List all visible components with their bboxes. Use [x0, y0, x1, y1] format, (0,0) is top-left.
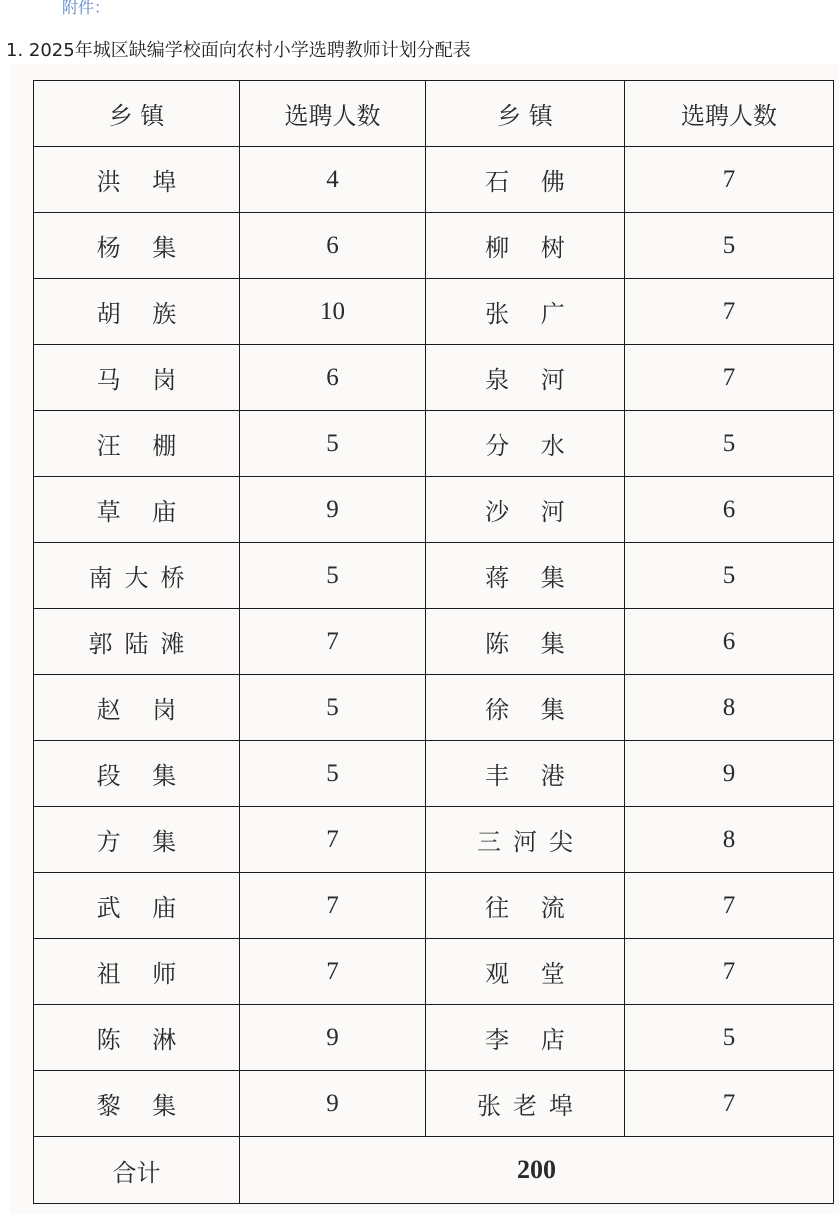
table-row [34, 147, 834, 213]
town-b-cell: 李 店 [426, 1005, 625, 1071]
count-b-cell: 7 [625, 873, 834, 939]
town-b-cell: 石 佛 [426, 147, 625, 213]
count-b-cell: 6 [625, 609, 834, 675]
count-b-cell: 7 [625, 279, 834, 345]
town-b-cell: 沙 河 [426, 477, 625, 543]
table-row [34, 1071, 834, 1137]
count-a-cell: 9 [240, 477, 426, 543]
allocation-table [33, 80, 834, 1204]
town-b-cell: 张 广 [426, 279, 625, 345]
table-row [34, 675, 834, 741]
town-a-cell: 洪 埠 [34, 147, 240, 213]
count-b-cell: 7 [625, 147, 834, 213]
town-b-cell: 蒋 集 [426, 543, 625, 609]
count-b-cell: 8 [625, 675, 834, 741]
count-b-cell: 5 [625, 543, 834, 609]
town-a-cell: 南大桥 [34, 543, 240, 609]
total-value: 200 [240, 1137, 834, 1204]
count-b-cell: 7 [625, 345, 834, 411]
header-town-b: 乡 镇 [426, 81, 625, 147]
town-b-cell: 张老埠 [426, 1071, 625, 1137]
table-row [34, 741, 834, 807]
town-a-cell: 胡 族 [34, 279, 240, 345]
table-row [34, 279, 834, 345]
document-heading: 1. 2025年城区缺编学校面向农村小学选聘教师计划分配表 [6, 40, 471, 61]
town-a-cell: 汪 棚 [34, 411, 240, 477]
table-row [34, 609, 834, 675]
town-a-cell: 郭陆滩 [34, 609, 240, 675]
town-a-cell: 马 岗 [34, 345, 240, 411]
count-b-cell: 5 [625, 213, 834, 279]
table-row [34, 873, 834, 939]
count-a-cell: 10 [240, 279, 426, 345]
table-row [34, 345, 834, 411]
count-a-cell: 5 [240, 411, 426, 477]
count-a-cell: 7 [240, 873, 426, 939]
count-b-cell: 6 [625, 477, 834, 543]
total-label: 合计 [34, 1137, 240, 1204]
count-b-cell: 7 [625, 939, 834, 1005]
count-b-cell: 9 [625, 741, 834, 807]
town-a-cell: 祖 师 [34, 939, 240, 1005]
count-b-cell: 5 [625, 411, 834, 477]
table-row [34, 543, 834, 609]
table-row [34, 411, 834, 477]
table-row [34, 1005, 834, 1071]
town-a-cell: 黎 集 [34, 1071, 240, 1137]
total-row [34, 1137, 834, 1204]
header-count-b: 选聘人数 [625, 81, 834, 147]
count-a-cell: 5 [240, 543, 426, 609]
town-b-cell: 柳 树 [426, 213, 625, 279]
town-a-cell: 段 集 [34, 741, 240, 807]
table-row [34, 477, 834, 543]
town-b-cell: 观 堂 [426, 939, 625, 1005]
table-row [34, 213, 834, 279]
count-a-cell: 6 [240, 345, 426, 411]
count-a-cell: 4 [240, 147, 426, 213]
town-b-cell: 陈 集 [426, 609, 625, 675]
town-b-cell: 徐 集 [426, 675, 625, 741]
attachment-label: 附件： [62, 0, 111, 17]
count-a-cell: 5 [240, 741, 426, 807]
count-a-cell: 6 [240, 213, 426, 279]
town-a-cell: 武 庙 [34, 873, 240, 939]
table-row [34, 807, 834, 873]
town-a-cell: 草 庙 [34, 477, 240, 543]
header-town-a: 乡 镇 [34, 81, 240, 147]
town-a-cell: 赵 岗 [34, 675, 240, 741]
town-b-cell: 泉 河 [426, 345, 625, 411]
count-a-cell: 7 [240, 609, 426, 675]
town-b-cell: 三河尖 [426, 807, 625, 873]
count-b-cell: 7 [625, 1071, 834, 1137]
count-a-cell: 9 [240, 1005, 426, 1071]
town-b-cell: 分 水 [426, 411, 625, 477]
count-a-cell: 5 [240, 675, 426, 741]
header-count-a: 选聘人数 [240, 81, 426, 147]
town-a-cell: 杨 集 [34, 213, 240, 279]
table-row [34, 939, 834, 1005]
town-b-cell: 往 流 [426, 873, 625, 939]
table-header-row [34, 81, 834, 147]
town-a-cell: 陈 淋 [34, 1005, 240, 1071]
count-b-cell: 8 [625, 807, 834, 873]
count-b-cell: 5 [625, 1005, 834, 1071]
count-a-cell: 7 [240, 939, 426, 1005]
town-b-cell: 丰 港 [426, 741, 625, 807]
town-a-cell: 方 集 [34, 807, 240, 873]
count-a-cell: 7 [240, 807, 426, 873]
count-a-cell: 9 [240, 1071, 426, 1137]
